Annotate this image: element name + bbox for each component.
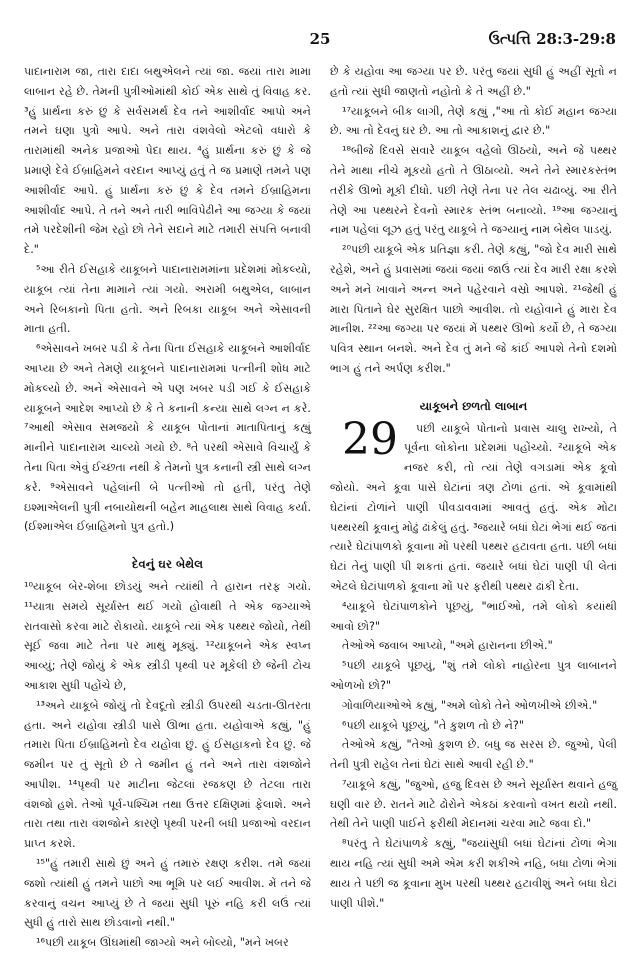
left-column	[24, 62, 311, 953]
paragraph: છે કે યહોવા આ જગ્યા પર છે. પરંતુ જયાં સુધી હું અહીં સૂતો ન હતો ત્યાં સુધી જાણતો નહોતો કે તે અહીં છે."	[330, 65, 617, 98]
paragraph: ⁶પછી યાકૂબે પૂછયું, "તે કુશળ તો છે ને?"	[342, 718, 524, 732]
page-header	[24, 30, 616, 52]
paragraph: તેઓએ કહ્યું, "તેઓ કુશળ છે. બધુ જ સરસ છે. જુઓ, પેલી તેની પુત્રી રાહેલ તેનાં ઘેટાં સાથે આવી રહી છે."	[330, 738, 617, 772]
right-column	[330, 62, 617, 913]
paragraph: ગોવાળિયાઓએ કહ્યું, "અમે લોકો તેને ઓળખીએ છીએ."	[342, 698, 598, 712]
section-heading: દેવનું ઘર બેથેલ	[132, 557, 203, 572]
paragraph: ⁶એસાવને ખબર પડી કે તેના પિતા ઈસહાકે યાકૂબને આશીર્વાદ આપ્યા છે અને તેમણે યાકૂબને પાદાનારામમાં પત્નીની શોધ માટે મોકલ્યો છે. અને એસાવને એ પણ ખબર પડી ગઈ કે ઈસહાકે યાકૂબને આદેશ આપ્યો છે કે તે કનાની કન્યા સાથે લગ્ન ન કરે. ⁷આથી એસાવ સમજયો કે યાકૂબ પોતાનાં માતાપિતાનું કહ્યું માનીને પાદાનારામ ચાલ્યો ગયો છે. ⁸તે પરથી એસાવે વિચાર્યું કે તેના પિતા એવું ઈચ્છતા નથી કે તેમનો પુત્ર કનાની સ્ત્રી સાથે લગ્ન કરે. ⁹એસાવને પહેલાંની બે પત્નીઓ તો હતી, પરંતુ તેણે ઇશ્માએલની પુત્રી નબાયોથની બહેન માહલાથ સાથે વિવાહ કર્યા. (ઈશ્માએલ ઈબ્રાહિમનો પુત્ર હતો.)	[24, 342, 311, 534]
paragraph: ⁵પછી યાકૂબે પૂછયું, "શું તમે લોકો નાહોરના પુત્ર લાબાનને ઓળખો છો?"	[330, 659, 617, 692]
section-heading: યાકૂબને છળતો લાબાન	[419, 398, 528, 413]
paragraph: ¹³અને યાકૂબે જોયું તો દેવદૂતો સ્ત્રીડી ઉપરથી ચડતા-ઊતરતા હતા. અને યહોવા સ્ત્રીડી પાસે ઊભા હતા. યહોવાએ કહ્યું, "હું તમારા પિતા ઈબ્રાહિમનો દેવ યહોવા છું. હું ઈસહાકનો દેવ છું. જે જમીન પર તું સૂતો છે તે જમીન હું તને અને તારા વંશજોને આપીશ. ¹⁴પૃથ્વી પર માટીના જેટલાં રજકણ છે તેટલા તારા વંશજો હશે. તેઓ પૂર્વ-પશ્ચિમ તથા ઉત્તર દક્ષિણમાં ફેલાશે. અને તારા તથા તારા વંશજોને કારણે પૃથ્વી પરની બધી પ્રજાઓ વરદાન પ્રાપ્ત કરશે.	[24, 698, 311, 851]
chapter-start-paragraph	[330, 413, 617, 597]
paragraph: ¹⁵"હું તમારી સાથે છું અને હું તમારું રક્ષણ કરીશ. તમે જયાં જશો ત્યાંથી હું તમને પાછો આ ભૂમિ પર લઈ આવીશ. મેં તને જે કરવાનું વચન આપ્યું છે તે જયાં સુધી પૂરું નહિ કરી લઉં ત્યાં સુધી હું તારો સાથ છોડવાનો નથી."	[24, 857, 311, 930]
chapter-number: 29	[342, 413, 398, 465]
running-head: ઉત્પત્તિ 28:3-29:8	[488, 30, 616, 48]
paragraph: ¹⁷યાકૂબને બીક લાગી, તેણે કહ્યું ,"આ તો કોઈ મહાન જગ્યા છે. આ તો દેવનું ઘર છે. આ તો આકાશનું દ્વાર છે."	[330, 104, 617, 138]
paragraph: ¹⁶પછી યાકૂબ ઊંઘમાંથી જાગ્યો અને બોલ્યો, "મને ખબર	[36, 936, 289, 950]
paragraph: તેઓએ જવાબ આપ્યો, "અમે હારાનના છીએ."	[342, 639, 553, 653]
paragraph: ⁵આ રીતે ઈસહાકે યાકૂબને પાદાનારામમાંના પ્રદેશમાં મોકલ્યો, યાકૂબ ત્યાં તેના મામાને ત્યાં ગયો. અરામી બથુએલ, લાબાન અને રિબકાનો પિતા હતો. અને રિબકા યાકૂબ અને એસાવની માતા હતી.	[24, 262, 311, 336]
paragraph: ⁸પરંતુ તે ઘેટાંપાળકે કહ્યું, "જયાંસુધી બધાં ઘેટાંનાં ટોળાં ભેગા થાય નહિ ત્યાં સુધી અમે એમ કરી શકીએ નહિ, બધા ટોળાં ભેગાં થાય તે પછી જ કૂવાના મુખ પરથી પથ્થર હટાવીશું અને બધા ઘેટાં પાણી પીશે."	[330, 837, 617, 910]
paragraph: ⁴યાકૂબે ઘેટાંપાળકોને પૂછયું, "ભાઈઓ, તમે લોકો કયાંથી આવો છો?"	[330, 599, 617, 633]
page-number: 25	[309, 30, 331, 48]
paragraph: ⁷યાકૂબે કહ્યું, "જુઓ, હજુ દિવસ છે અને સૂર્યાસ્ત થવાને હજુ ઘણી વાર છે. રાતને માટે ઢોરોને એકઠાં કરવાનો વખત થયો નથી. તેથી તેને પાણી પાઈને ફરીથી મેદાનમાં ચરવા માટે જવા દો."	[330, 777, 617, 831]
paragraph: ¹⁰યાકૂબ બેર-શેબા છોડયું અને ત્યાંથી તે હારાન તરફ ગયો. ¹¹યાત્રા સમયે સૂર્યાસ્ત થઈ ગયો હોવાથી તે એક જગ્યાએ રાતવાસો કરવા માટે રોકાયો. યાકૂબે ત્યાં એક પથ્થર જોયો, તેથી સૂઈ જવા માટે તેના પર માથું મૂક્યું. ¹²યાકૂબને એક સ્વપ્ન આવ્યું; તેણે જોયું કે એક સ્ત્રીડી પૃથ્વી પર મૂકેલી છે જેની ટોચ આકાશ સુધી પહોંચે છે,	[24, 579, 311, 692]
paragraph: ²⁰પછી યાકૂબે એક પ્રતિજ્ઞા કરી. તેણે કહ્યું, "જો દેવ મારી સાથે રહેશે, અને હું પ્રવાસમાં જયાં જયાં જાઉં ત્યાં દેવ મારી રક્ષા કરશે અને મને ખાવાને અન્ન અને પહેરવાને વસ્રો આપશે. ²¹જેથી હું મારા પિતાને ઘેર સુરક્ષિત પાછો આવીશ. તો યહોવાને હું મારા દેવ માનીશ. ²²આ જગ્યા પર જયાં મેં પથ્થર ઊભો કર્યો છે, તે જગ્યા પવિત્ર સ્થાન બનશે. અને દેવ તું મને જે કાંઈ આપશે તેનો દશમો ભાગ હું તને અર્પણ કરીશ."	[330, 243, 617, 375]
paragraph: ¹⁸બીજે દિવસે સવારે યાકૂબ વહેલો ઊઠયો, અને જે પથ્થર તેને માથા નીચે મૂકયો હતો તે ઊઠાવ્યો. અને તેને સ્મારકસ્તંભ તરીકે ઊભો મૂકી દીધો. પછી તેણે તેના પર તેલ ચઢાવ્યું. આ રીતે તેણે આ પથ્થરને દેવનો સ્મારક સ્તંભ બનાવ્યો. ¹⁹આ જગ્યાનું નામ પહેલાં લૂઝ હતું પરંતુ યાકૂબે તે જગ્યાનું નામ બેથેલ પાડયું.	[330, 144, 617, 237]
paragraph-text: પછી યાકૂબે પોતાનો પ્રવાસ ચાલુ રાખ્યો, તે પૂર્વના લોકોના પ્રદેશમાં પહોંચ્યો. ²યાકૂબે એક નજર કરી, તો ત્યાં તેણે વગડામાં એક કૂવો જોયો. અને કૂવા પાસે ઘેટાંનાં ત્રણ ટોળાં હતાં. એ કૂવામાંથી ઘેટાંનાં ટોળાંને પાણી પીવડાવવામાં આવતું હતું. એક મોટા પથ્થરથી કૂવાનું મોઢું ઢાંકેલું હતું. ³જયારે બધાં ઘેટાં ભેગાં થઈ જતાં ત્યારે ઘેટાંપાળકો કૂવાના મોં પરથી પથ્થર હટાવતા હતા. પછી બધાં ઘેટાં તેનું પાણી પી શકતાં હતાં. જયારે બધાં ઘેટાં પાણી પી લેતાં એટલે ઘેટાંપાળકો કૂવાના મોં પર ફરીથી પથ્થર ઢાંકી દેતા.	[330, 421, 617, 593]
paragraph: પાદાનારામ જા, તારા દાદા બથુએલને ત્યાં જા. જયાં તારા મામા લાબાન રહે છે. તેમની પુત્રીઓમાંથી કોઈ એક સાથે તું વિવાહ કર. ³હું પ્રાર્થના કરું છું કે સર્વસમર્થ દેવ તને આશીર્વાદ આપો અને તમને ઘણા પુત્રો આપે. અને તારા વંશવેલો એટલો વધારો કે તારામાંથી અનેક પ્રજાઓ પેદા થાય. ⁴હું પ્રાર્થના કરું છું કે જે પ્રમાણે દેવે ઈબ્રાહિમને વરદાન આપ્યું હતું તે જ પ્રમાણે તમને પણ આશીર્વાદ આપે. હું પ્રાર્થના કરું છું કે દેવ તમને ઈબ્રાહિમના આશીર્વાદ આપે. તે તને અને તારી ભાવિપેઢીને આ જગ્યા કે જયાં તમે પરદેશીની જેમ રહો છો તેને સદાને માટે તમારી સંપત્તિ બનાવી દે."	[24, 65, 311, 257]
